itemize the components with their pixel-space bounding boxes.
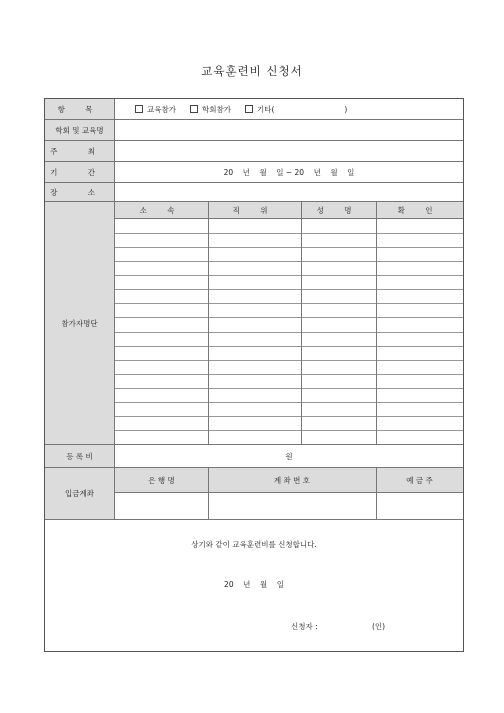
table-row — [115, 402, 463, 403]
table-row — [115, 360, 463, 361]
header-affiliation: 소 속 — [115, 202, 208, 219]
item-label: 항 목 — [45, 99, 115, 119]
table-row — [115, 317, 463, 318]
table-row — [115, 289, 463, 290]
header-name: 성 명 — [301, 202, 376, 219]
checkbox-icon[interactable] — [190, 105, 198, 113]
document-title: 교육훈련비 신청서 — [201, 64, 303, 78]
table-row — [115, 275, 463, 276]
table-row — [115, 332, 463, 333]
table-row — [115, 303, 463, 304]
option-other[interactable]: 기타( ) — [245, 104, 347, 115]
statement: 상기와 같이 교육훈련비를 신청합니다. — [191, 539, 317, 549]
bank-label: 입금계좌 — [45, 468, 115, 519]
table-row — [115, 416, 463, 417]
period-label: 기 간 — [45, 162, 115, 182]
header-account-number: 계 좌 번 호 — [208, 468, 376, 493]
society-label: 학회 및 교육명 — [45, 120, 115, 140]
seal-mark: (인) — [372, 621, 386, 631]
option-society[interactable]: 학회참가 — [190, 104, 231, 115]
header-bank-name: 은 행 명 — [115, 468, 208, 493]
signature-date: 20 년 월 일 — [224, 579, 284, 589]
table-row — [115, 374, 463, 375]
place-label: 장 소 — [45, 183, 115, 201]
option-education[interactable]: 교육참가 — [135, 104, 176, 115]
table-row — [115, 261, 463, 262]
item-options — [135, 99, 455, 119]
application-form — [44, 98, 464, 652]
header-confirm: 확 인 — [376, 202, 463, 219]
table-row — [115, 430, 463, 431]
checkbox-icon[interactable] — [245, 105, 253, 113]
table-row — [115, 388, 463, 389]
header-account-holder: 예 금 주 — [376, 468, 463, 493]
fee-unit: 원 — [285, 451, 293, 461]
table-row — [115, 233, 463, 234]
participants-label: 참가자명단 — [45, 202, 115, 444]
checkbox-icon[interactable] — [135, 105, 143, 113]
period-text: 20 년 월 일 ~ 20 년 월 일 — [223, 167, 355, 177]
table-row — [115, 346, 463, 347]
fee-label: 등 록 비 — [45, 445, 115, 467]
applicant-label: 신청자 : — [291, 621, 318, 631]
table-row — [115, 247, 463, 248]
header-position: 직 위 — [208, 202, 301, 219]
organizer-label: 주 최 — [45, 141, 115, 161]
